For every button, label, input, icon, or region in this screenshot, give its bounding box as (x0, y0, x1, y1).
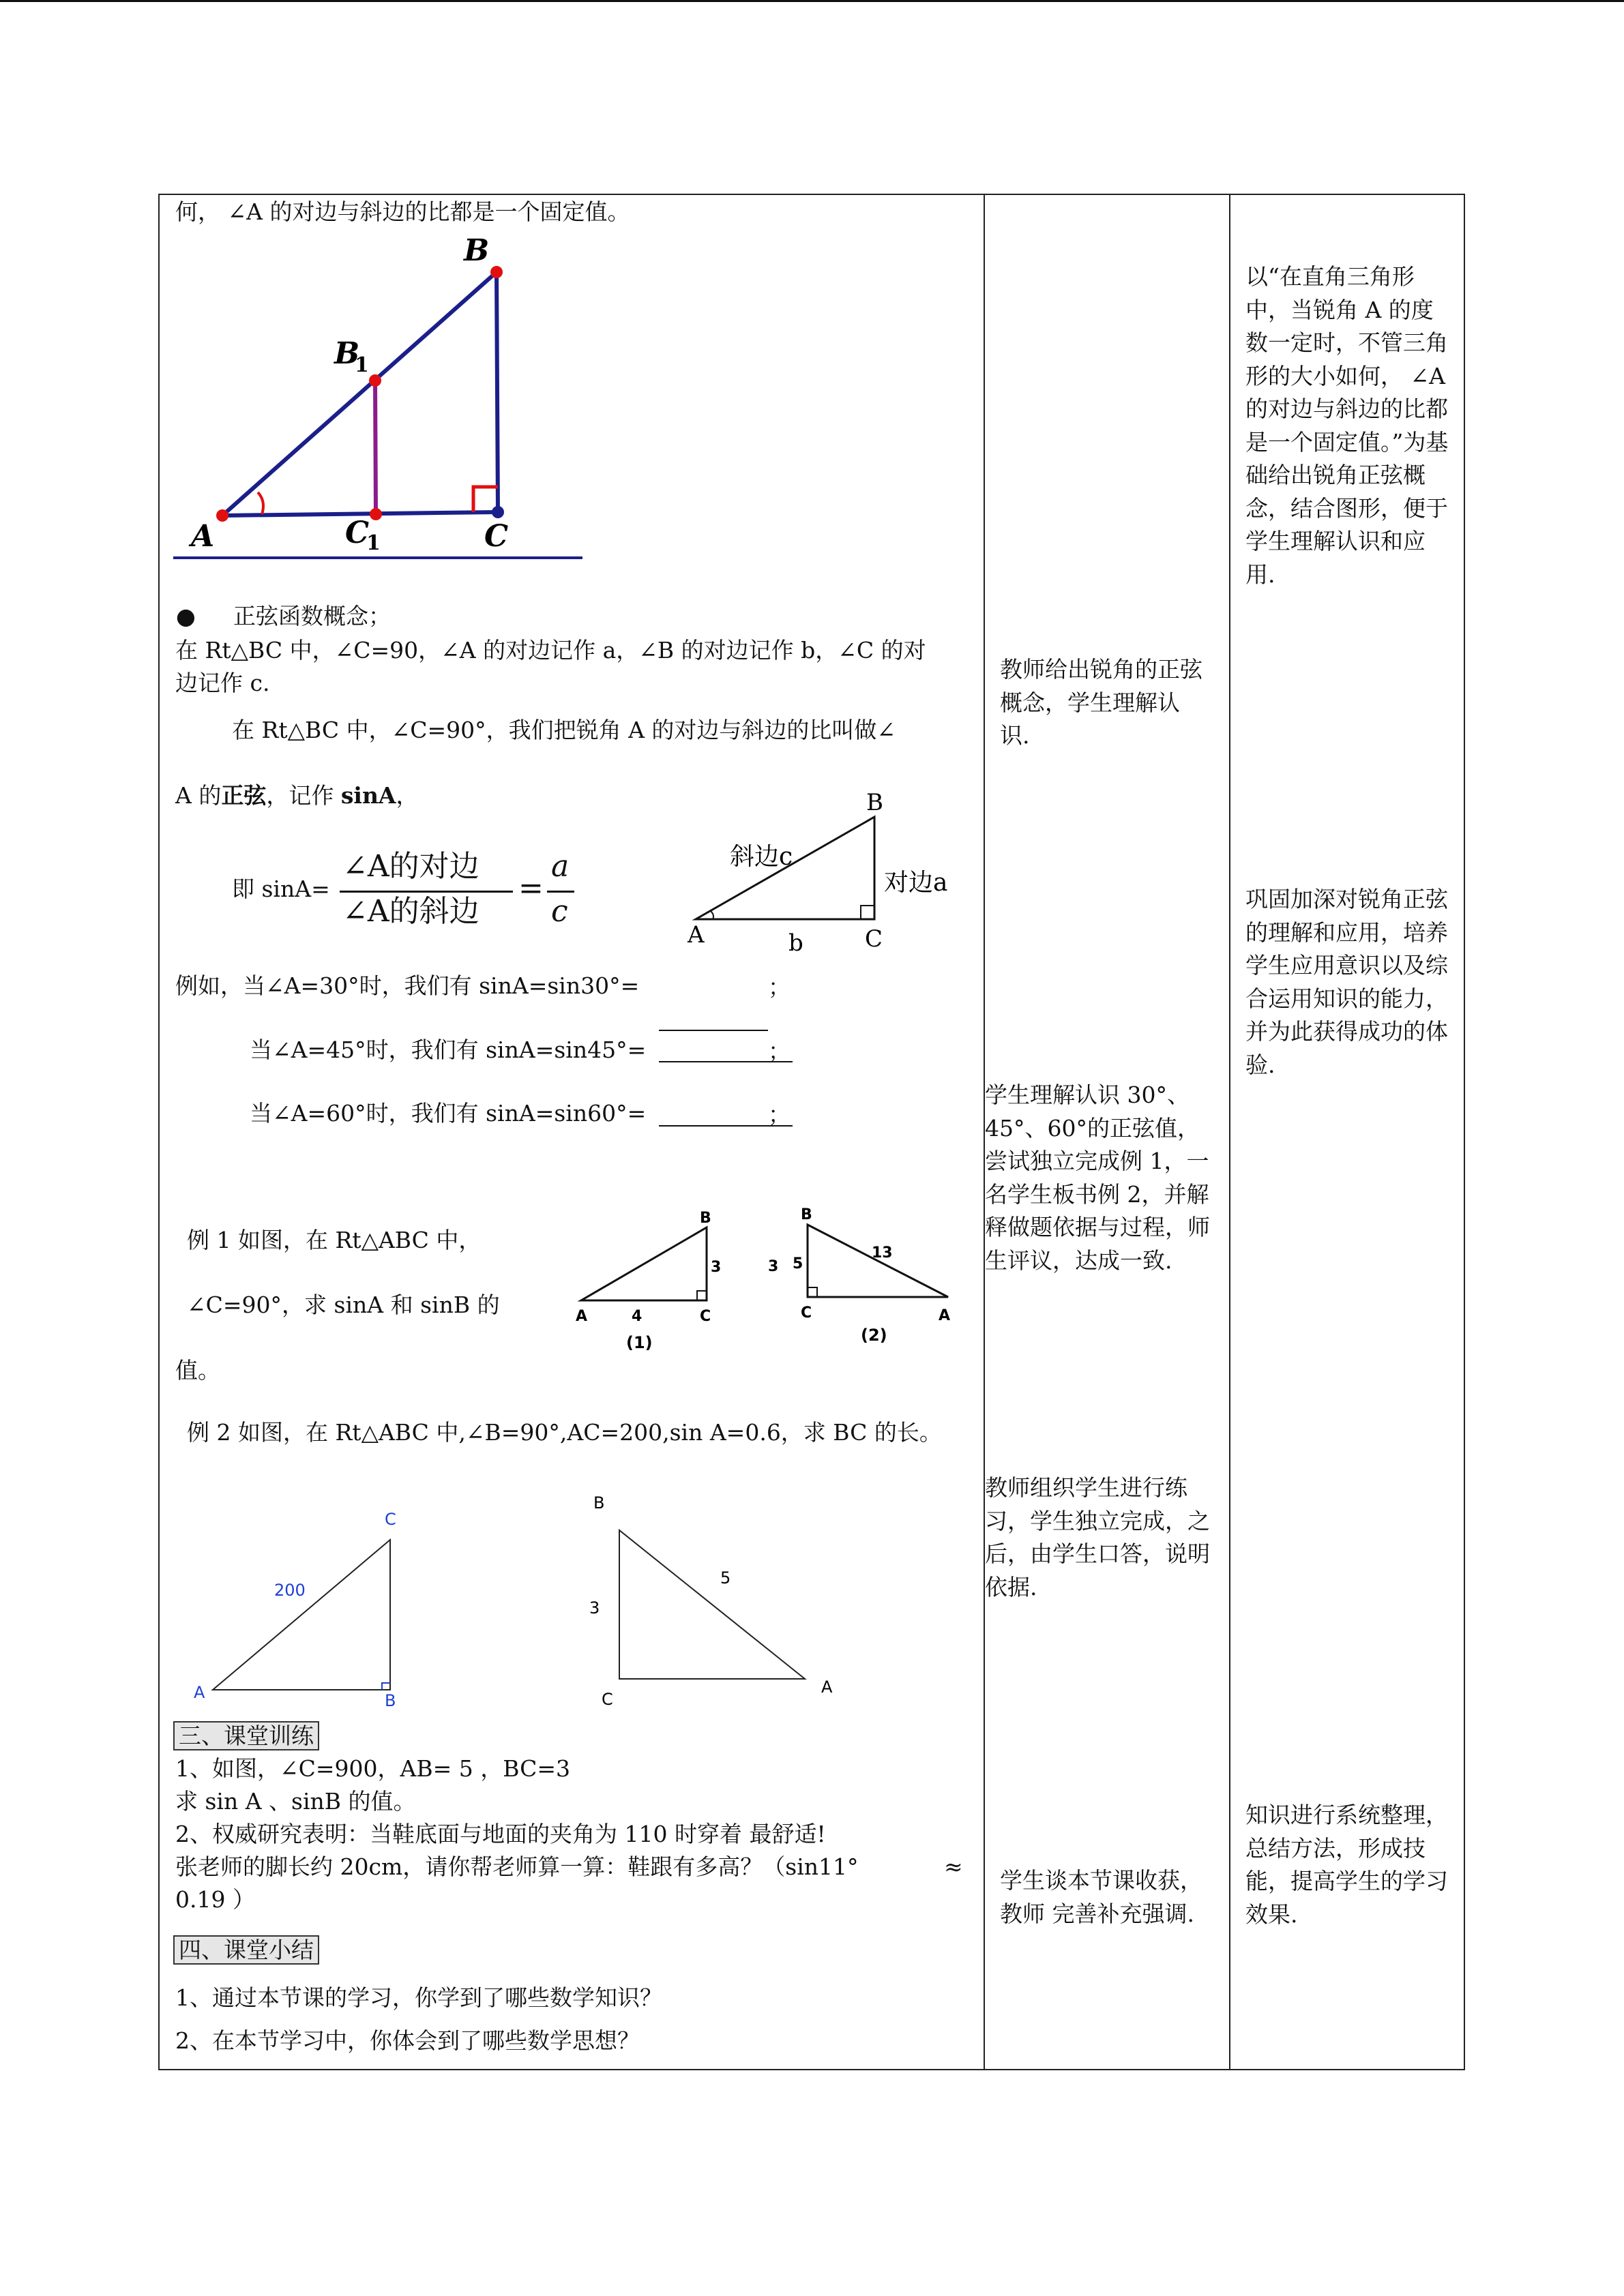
middle-note-2: 学生理解认识 30°、45°、60°的正弦值，尝试独立完成例 1，一名学生板书例 2，并解释做题依据与过程，师生评议，达成一致. (985, 1082, 1210, 1274)
right-note-1: 以“在直角三角形中，当锐角 A 的度数一定时，不管三角形的大小如何， ∠A 的对边与斜边的比都是一个固定值。”为基础给出锐角正弦概念，结合图形，便于学生理解认识和应用. (1245, 263, 1449, 588)
example1-line-2: ∠C=90°，求 sinA 和 sinB 的 (187, 1292, 500, 1318)
example2-figure-1 (184, 1500, 416, 1712)
definition-line: 在 Rt△BC 中，∠C=90°，我们把锐角 A 的对边与斜边的比叫做∠ (232, 717, 896, 743)
training-q2-line-2: 张老师的脚长约 20cm，请你帮老师算一算：鞋跟有多高？（sin11° (175, 1853, 859, 1880)
formula-equals: = (518, 871, 544, 906)
example2-line: 例 2 如图，在 Rt△ABC 中,∠B=90°,AC=200,sin A=0.6，求 BC 的长。 (187, 1419, 942, 1446)
ex2-fig2-label-c: C (602, 1690, 613, 1709)
tri2-label-b: B (866, 789, 883, 816)
fig1-label-b1: B (334, 336, 360, 371)
tri2-label-a: A (688, 921, 705, 949)
column-divider-2 (1229, 195, 1230, 2069)
ex1-fig1-label-a: A (576, 1308, 588, 1325)
summary-q1: 1、通过本节课的学习，你学到了哪些数学知识？ (175, 1984, 662, 2011)
ex1-fig1-label-b: B (700, 1210, 711, 1227)
blank-suffix-45: ； (768, 1038, 791, 1064)
fig1-label-b: B (464, 233, 490, 268)
ex1-fig1-caption: (1) (626, 1333, 653, 1352)
example1-line-1: 例 1 如图，在 Rt△ABC 中， (187, 1227, 482, 1253)
middle-note-3: 教师组织学生进行练习，学生独立完成，之后，由学生口答，说明依据. (985, 1474, 1210, 1600)
middle-note-1: 教师给出锐角的正弦概念，学生理解认识. (1000, 656, 1202, 749)
definition-line-2: A 的正弦，记作 sinA， (175, 782, 419, 809)
sine-definition-triangle (675, 784, 975, 961)
ex2-fig2-label-a: A (821, 1678, 833, 1697)
ex2-fig2-hyp: 5 (720, 1568, 731, 1587)
example-30: 例如，当∠A=30°时，我们有 sinA=sin30°= (175, 972, 640, 999)
formula-prefix: 即 sinA= (232, 876, 330, 902)
right-note-2: 巩固加深对锐角正弦的理解和应用，培养学生应用意识以及综合运用知识的能力，并为此获得成功的体验. (1245, 886, 1448, 1078)
answer-blank-30[interactable] (659, 1030, 768, 1031)
tri2-label-base: b (788, 929, 803, 957)
ex2-fig1-hyp: 200 (274, 1581, 306, 1600)
example-60: 当∠A=60°时，我们有 sinA=sin60°= (250, 1100, 647, 1127)
ex1-fig2-label-c: C (801, 1304, 812, 1322)
similar-triangles-figure (171, 232, 593, 566)
training-q1-line-1: 1、如图，∠C=900，AB= 5 ，BC=3 (175, 1755, 570, 1782)
blank-suffix-60: ； (768, 1101, 791, 1128)
tri2-label-hyp: 斜边c (730, 843, 793, 871)
example1-figure-1 (566, 1204, 737, 1360)
training-q2-line-3: 0.19 ） (175, 1886, 255, 1913)
approx-sign: ≈ (944, 1853, 963, 1880)
section3-title: 三、课堂训练 (173, 1720, 319, 1753)
concept-line-1: 在 Rt△BC 中，∠C=90，∠A 的对边记作 a，∠B 的对边记作 b，∠C 的对 (175, 637, 926, 664)
fig1-label-a: A (191, 519, 215, 554)
example1-line-3: 值。 (175, 1357, 220, 1384)
ex1-fig2-left5: 5 (793, 1255, 803, 1272)
ex2-fig2-label-b: B (593, 1493, 605, 1512)
summary-q2: 2、在本节学习中，你体会到了哪些数学思想？ (175, 2027, 640, 2054)
ex1-fig1-base: 4 (632, 1308, 643, 1325)
page-top-border (0, 0, 1624, 2)
formula-fraction-bar (340, 891, 513, 893)
ex1-fig1-side: 3 (711, 1259, 722, 1276)
bullet-icon: ● (176, 603, 196, 629)
fig1-label-c: C (484, 519, 509, 554)
ex2-fig2-side: 3 (589, 1598, 600, 1617)
section4-title: 四、课堂小结 (173, 1934, 319, 1967)
ex1-fig2-label-b: B (801, 1206, 812, 1223)
tri2-label-c: C (865, 925, 883, 953)
ex1-fig2-label-a: A (939, 1307, 951, 1324)
middle-note-4: 学生谈本节课收获，教师 完善补充强调. (1000, 1867, 1202, 1927)
formula-denominator: ∠A的斜边 (342, 894, 479, 929)
ex2-fig1-label-a: A (194, 1683, 205, 1702)
ex2-fig1-label-c: C (385, 1510, 396, 1529)
training-q1-line-2: 求 sin A 、sinB 的值。 (175, 1788, 416, 1815)
intro-line: 何， ∠A 的对边与斜边的比都是一个固定值。 (175, 198, 630, 225)
ex1-fig2-hyp: 13 (872, 1244, 893, 1262)
formula-a: a (551, 849, 570, 884)
example1-figure-2 (757, 1200, 969, 1357)
blank-suffix-30: ； (768, 974, 791, 1000)
ex1-fig2-caption: (2) (861, 1326, 887, 1345)
ex1-fig1-label-c: C (700, 1308, 711, 1325)
formula-numerator: ∠A的对边 (342, 849, 479, 884)
right-note-3: 知识进行系统整理，总结方法，形成技能，提高学生的学习效果. (1245, 1802, 1448, 1928)
example2-figure-2 (580, 1487, 853, 1712)
formula-c: c (551, 894, 568, 929)
fig1-label-c1: C (345, 516, 370, 550)
ex2-fig1-label-b: B (385, 1691, 396, 1710)
ex1-fig2-left3: 3 (768, 1258, 779, 1275)
tri2-label-opp: 对边a (884, 869, 948, 897)
training-q2-line-1: 2、权威研究表明：当鞋底面与地面的夹角为 110 时穿着 最舒适! (175, 1821, 826, 1847)
fig1-label-b1-sub: 1 (355, 353, 369, 377)
formula-fraction-bar-2 (547, 891, 574, 893)
fig1-label-c1-sub: 1 (366, 531, 381, 555)
example-45: 当∠A=45°时，我们有 sinA=sin45°= (250, 1037, 647, 1063)
concept-line-2: 边记作 c. (175, 670, 270, 696)
concept-title: 正弦函数概念； (233, 603, 391, 629)
